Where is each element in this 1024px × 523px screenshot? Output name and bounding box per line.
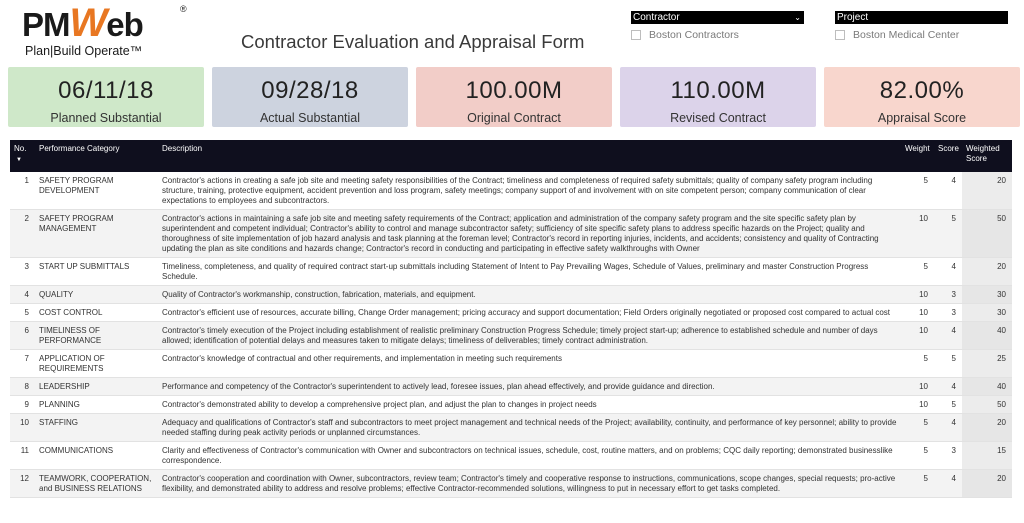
chevron-down-icon[interactable]: ⌄	[794, 13, 801, 22]
contractor-slicer-header[interactable]	[631, 11, 804, 24]
cell-weight: 10	[901, 210, 934, 258]
cell-no: 10	[10, 414, 35, 442]
table-row[interactable]	[10, 378, 1012, 396]
project-slicer-header[interactable]	[835, 11, 1008, 24]
cell-description: Contractor's cooperation and coordination with Owner, subcontractors, review team; Contractor's timely and cooperative response to instructions, communications, scope changes, special requests; pro-active flexibility, and demonstrated ability to address and resolve problems; effective Contractor-recommended solutions, willingness to put in necessary effort to get tasks completed.	[158, 470, 901, 498]
cell-weight: 5	[901, 350, 934, 378]
cell-no: 5	[10, 304, 35, 322]
table-row[interactable]	[10, 322, 1012, 350]
project-option-label: Boston Medical Center	[853, 29, 960, 41]
cell-weighted-score: 50	[962, 396, 1012, 414]
cell-weighted-score: 20	[962, 470, 1012, 498]
table-header-row	[10, 140, 1012, 172]
cell-category: APPLICATION OF REQUIREMENTS	[35, 350, 158, 378]
table-row[interactable]	[10, 172, 1012, 210]
cell-category: STAFFING	[35, 414, 158, 442]
kpi-value: 100.00M	[465, 77, 563, 104]
cell-score: 4	[934, 322, 962, 350]
cell-score: 4	[934, 414, 962, 442]
cell-description: Clarity and effectiveness of Contractor's communication with Owner and subcontractors on technical issues, schedule, cost, routine matters, and on problems; CQC daily reporting; demonstrated businesslike correspondence.	[158, 442, 901, 470]
cell-category: COMMUNICATIONS	[35, 442, 158, 470]
cell-score: 3	[934, 442, 962, 470]
table-row[interactable]	[10, 304, 1012, 322]
project-slicer[interactable]	[835, 11, 1008, 41]
table-body	[10, 172, 1012, 498]
table-row[interactable]	[10, 470, 1012, 498]
table-row[interactable]	[10, 210, 1012, 258]
cell-category: TEAMWORK, COOPERATION, and BUSINESS RELATIONS	[35, 470, 158, 498]
cell-description: Contractor's knowledge of contractual and other requirements, and implementation in meeting such requirements	[158, 350, 901, 378]
cell-category: START UP SUBMITTALS	[35, 258, 158, 286]
cell-weight: 5	[901, 172, 934, 210]
cell-weight: 10	[901, 304, 934, 322]
cell-no: 1	[10, 172, 35, 210]
cell-no: 4	[10, 286, 35, 304]
cell-no: 6	[10, 322, 35, 350]
cell-weighted-score: 25	[962, 350, 1012, 378]
cell-weight: 10	[901, 396, 934, 414]
table-row[interactable]	[10, 258, 1012, 286]
cell-category: TIMELINESS OF PERFORMANCE	[35, 322, 158, 350]
cell-no: 12	[10, 470, 35, 498]
cell-weight: 5	[901, 470, 934, 498]
kpi-card-actual-substantial	[212, 67, 408, 127]
cell-weight: 5	[901, 442, 934, 470]
kpi-label: Revised Contract	[670, 111, 766, 125]
logo-text-w: W	[69, 1, 107, 45]
cell-weight: 5	[901, 258, 934, 286]
table-row[interactable]	[10, 350, 1012, 378]
cell-category: COST CONTROL	[35, 304, 158, 322]
cell-score: 5	[934, 396, 962, 414]
contractor-option-checkbox[interactable]	[631, 30, 641, 40]
kpi-label: Actual Substantial	[259, 111, 361, 125]
kpi-card-original-contract	[416, 67, 612, 127]
cell-weighted-score: 20	[962, 414, 1012, 442]
evaluation-table	[10, 140, 1012, 498]
cell-no: 9	[10, 396, 35, 414]
cell-weighted-score: 20	[962, 258, 1012, 286]
cell-weight: 10	[901, 322, 934, 350]
cell-category: SAFETY PROGRAM DEVELOPMENT	[35, 172, 158, 210]
kpi-label: Planned Substantial	[50, 111, 162, 125]
cell-category: LEADERSHIP	[35, 378, 158, 396]
contractor-slicer[interactable]	[631, 11, 804, 41]
kpi-value: 110.00M	[670, 77, 766, 104]
cell-weighted-score: 30	[962, 304, 1012, 322]
cell-weight: 10	[901, 378, 934, 396]
kpi-value: 06/11/18	[58, 77, 154, 104]
column-header-score[interactable]: Score	[934, 140, 962, 172]
cell-description: Timeliness, completeness, and quality of required contract start-up submittals including Statement of Intent to Pay Prevailing Wages, Schedule of Values, preliminary and master Construction Progress Schedule.	[158, 258, 901, 286]
contractor-slicer-label: Contractor	[633, 12, 680, 23]
cell-score: 5	[934, 210, 962, 258]
cell-description: Adequacy and qualifications of Contractor's staff and subcontractors to meet project management and technical needs of the Project; availability, continuity, and performance of key personnel; ability to provide needed staffing during peak activity periods or unplanned circumstances.	[158, 414, 901, 442]
logo-tagline: Plan|Build Operate™	[25, 44, 143, 58]
cell-weight: 5	[901, 414, 934, 442]
table-row[interactable]	[10, 442, 1012, 470]
cell-description: Contractor's demonstrated ability to develop a comprehensive project plan, and adjust the plan to changes in project needs	[158, 396, 901, 414]
project-option-checkbox[interactable]	[835, 30, 845, 40]
cell-weighted-score: 15	[962, 442, 1012, 470]
table-row[interactable]	[10, 286, 1012, 304]
kpi-value: 82.00%	[879, 77, 965, 104]
kpi-label: Appraisal Score	[877, 111, 967, 125]
kpi-cards	[8, 67, 1018, 127]
cell-no: 7	[10, 350, 35, 378]
kpi-label: Original Contract	[467, 111, 561, 125]
contractor-option-label: Boston Contractors	[649, 29, 739, 41]
cell-no: 2	[10, 210, 35, 258]
kpi-value: 09/28/18	[261, 77, 359, 104]
logo-registered-mark: ®	[180, 4, 187, 14]
project-option[interactable]	[835, 29, 1008, 41]
cell-no: 11	[10, 442, 35, 470]
cell-score: 3	[934, 286, 962, 304]
kpi-card-planned-substantial	[8, 67, 204, 127]
logo-wordmark	[22, 1, 143, 45]
table-row[interactable]	[10, 414, 1012, 442]
cell-category: SAFETY PROGRAM MANAGEMENT	[35, 210, 158, 258]
contractor-option[interactable]	[631, 29, 804, 41]
cell-category: PLANNING	[35, 396, 158, 414]
column-header-description[interactable]: Description	[158, 140, 901, 172]
cell-description: Quality of Contractor's workmanship, construction, fabrication, materials, and equipment.	[158, 286, 901, 304]
sort-desc-icon[interactable]: ▼	[16, 157, 22, 163]
column-header-category[interactable]: Performance Category	[35, 140, 158, 172]
cell-category: QUALITY	[35, 286, 158, 304]
logo-text-eb: eb	[106, 6, 143, 43]
cell-weighted-score: 30	[962, 286, 1012, 304]
column-header-no[interactable]: No. ▼	[10, 140, 35, 172]
cell-description: Contractor's efficient use of resources, accurate billing, Change Order management; pricing accuracy and support documentation; Field Orders originally negotiated or proposed cost compared to actual cost	[158, 304, 901, 322]
table-row[interactable]	[10, 396, 1012, 414]
cell-weighted-score: 50	[962, 210, 1012, 258]
kpi-card-revised-contract	[620, 67, 816, 127]
cell-weighted-score: 40	[962, 378, 1012, 396]
kpi-card-appraisal-score	[824, 67, 1020, 127]
cell-no: 8	[10, 378, 35, 396]
cell-score: 5	[934, 350, 962, 378]
cell-no: 3	[10, 258, 35, 286]
cell-weight: 10	[901, 286, 934, 304]
cell-score: 4	[934, 258, 962, 286]
cell-description: Contractor's timely execution of the Project including establishment of realistic preliminary Construction Progress Schedule; timely project start-up; adherence to established schedule and number of days allowed; identification of potential delays and measures taken to mitigate delays; timeliness of deliverables; timely contract administration.	[158, 322, 901, 350]
cell-weighted-score: 40	[962, 322, 1012, 350]
cell-score: 4	[934, 470, 962, 498]
cell-score: 4	[934, 378, 962, 396]
cell-weighted-score: 20	[962, 172, 1012, 210]
cell-description: Contractor's actions in maintaining a safe job site and meeting safety requirements of the Contract; application and administration of the company safety program and the site specific safety plan by superintendent and competent individual; Contractor's ability to control and manage subcontractor safety; sufficiency of site specific safety plans to address specific hazards on the Project; quality and thoroughness of site implementation of job hazard analysis and task planning at the foreman level; Contractor's record in reporting injuries, incidents, and accidents; consistency and quality of Contracting updating the plan as site conditions and hazards change; Contractor's record in conducting and participating in effective safety walkthroughs with Owner	[158, 210, 901, 258]
project-slicer-label: Project	[837, 12, 869, 23]
column-header-weight[interactable]: Weight	[901, 140, 934, 172]
page-title: Contractor Evaluation and Appraisal Form	[241, 31, 585, 52]
cell-description: Contractor's actions in creating a safe job site and meeting safety responsibilities of the Contract; timeliness and completeness of required safety submittals; quality of company safety program including structure, training, protective equipment, accident prevention and loss program, safety meetings; company support of and involvement with on site competent person; company communication of clear expectations to employees and subcontractors.	[158, 172, 901, 210]
cell-description: Performance and competency of the Contractor's superintendent to actively lead, foresee issues, plan ahead effectively, and provide guidance and direction.	[158, 378, 901, 396]
cell-score: 4	[934, 172, 962, 210]
cell-score: 3	[934, 304, 962, 322]
pmweb-logo	[22, 1, 192, 62]
logo-text-pm: PM	[22, 6, 70, 43]
column-header-weighted-score[interactable]: Weighted Score	[962, 140, 1012, 172]
